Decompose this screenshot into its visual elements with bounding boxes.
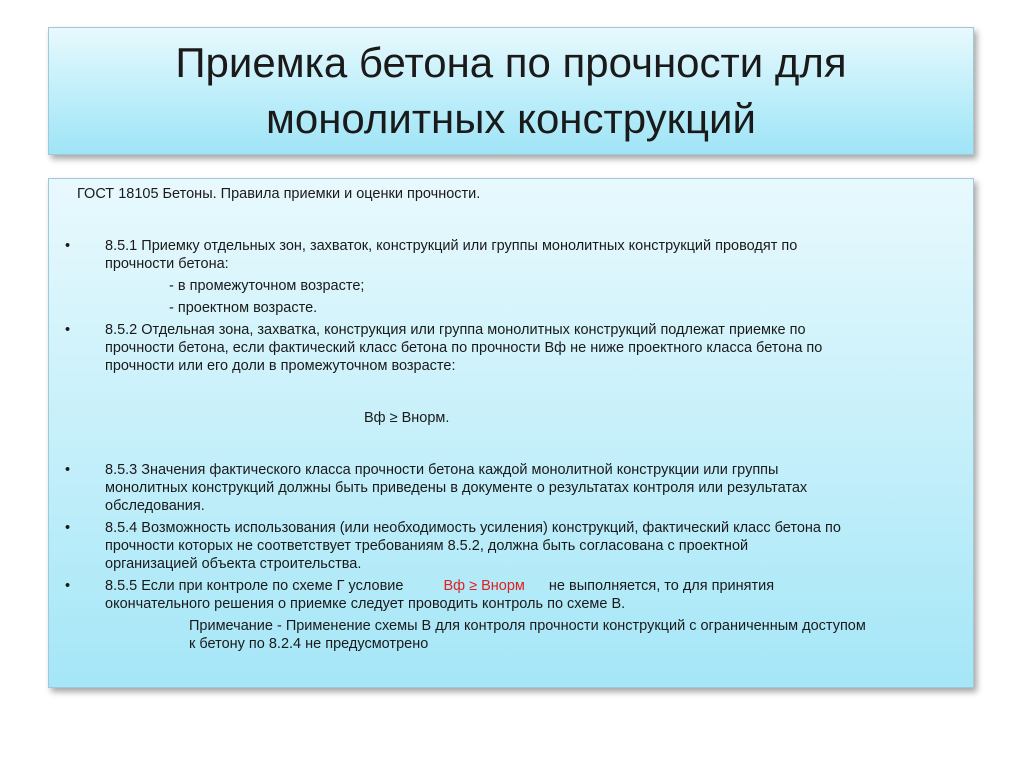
list-item-8-5-3 xyxy=(65,461,953,515)
item-line: 8.5.1 Приемку отдельных зон, захваток, конструкций или группы монолитных конструкций проводят по xyxy=(105,238,798,254)
item-line: монолитных конструкций должны быть приведены в документе о результатах контроля или результатах xyxy=(105,480,808,496)
highlight-formula: Вф ≥ Внорм xyxy=(443,578,525,594)
content-box xyxy=(48,178,974,688)
item-line: 8.5.4 Возможность использования (или необходимость усиления) конструкций, фактический класс бетона по xyxy=(105,520,841,536)
intro-text: ГОСТ 18105 Бетоны. Правила приемки и оценки прочности. xyxy=(77,186,481,202)
bullet-icon: • xyxy=(65,520,71,536)
sub-item: - в промежуточном возрасте; xyxy=(169,278,365,294)
sub-item: - проектном возрасте. xyxy=(169,300,318,316)
item-line: прочности или его доли в промежуточном возрасте: xyxy=(105,358,456,374)
note xyxy=(69,617,953,653)
title-line-1: Приемка бетона по прочности для xyxy=(175,39,847,86)
bullet-icon: • xyxy=(65,322,71,338)
item-line: окончательного решения о приемке следует проводить контроль по схеме В. xyxy=(105,596,626,612)
item-line: прочности бетона, если фактический класс бетона по прочности Вф не ниже проектного класса бетона по xyxy=(105,340,823,356)
spacer xyxy=(69,375,953,409)
list-item-8-5-5 xyxy=(65,577,953,613)
item-line: не выполняется, то для принятия xyxy=(548,578,775,594)
spacer xyxy=(69,427,953,461)
item-line: обследования. xyxy=(105,498,205,514)
item-line: прочности которых не соответствует требованиям 8.5.2, должна быть согласована с проектной xyxy=(105,538,749,554)
bullet-icon: • xyxy=(65,238,71,254)
slide-title xyxy=(175,35,846,147)
spacer xyxy=(69,203,953,237)
item-line: организацией объекта строительства. xyxy=(105,556,362,572)
bullet-icon: • xyxy=(65,462,71,478)
list-item-8-5-2 xyxy=(65,321,953,375)
title-line-2: монолитных конструкций xyxy=(265,95,756,142)
formula-text: Вф ≥ Внорм. xyxy=(364,410,450,426)
list-item-8-5-4 xyxy=(65,519,953,573)
item-line: 8.5.5 Если при контроле по схеме Г условие xyxy=(105,578,404,594)
bullet-icon: • xyxy=(65,578,71,594)
list-item-8-5-1 xyxy=(65,237,953,273)
note-line: Примечание - Применение схемы В для контроля прочности конструкций с ограниченным доступом xyxy=(189,618,866,634)
note-line: к бетону по 8.2.4 не предусмотрено xyxy=(189,636,429,652)
item-line: прочности бетона: xyxy=(105,256,229,272)
item-line: 8.5.2 Отдельная зона, захватка, конструкция или группа монолитных конструкций подлежат приемке по xyxy=(105,322,806,338)
item-line: 8.5.3 Значения фактического класса прочности бетона каждой монолитной конструкции или группы xyxy=(105,462,779,478)
title-box xyxy=(48,27,974,155)
